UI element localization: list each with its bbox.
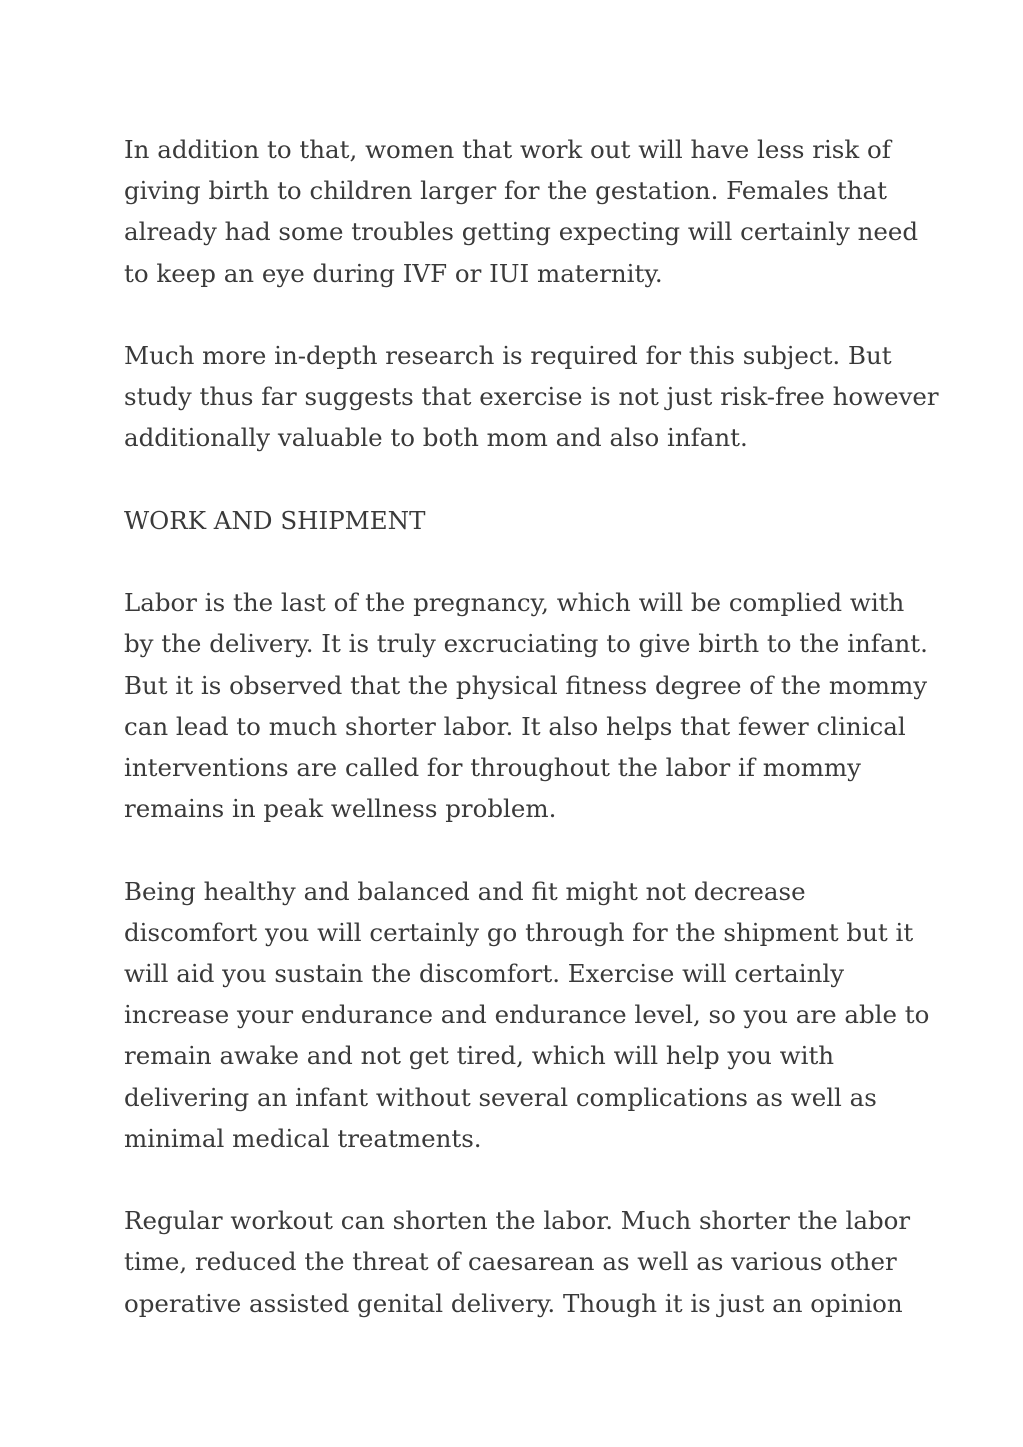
text-line: operative assisted genital delivery. Though it is just an opinion — [124, 1288, 903, 1318]
text-line: already had some troubles getting expecting will certainly need — [124, 217, 919, 247]
document-body — [124, 129, 939, 1365]
section-heading: WORK AND SHIPMENT — [124, 505, 426, 535]
paragraph-3 — [124, 582, 928, 829]
paragraph-1 — [124, 129, 919, 294]
text-line: time, reduced the threat of caesarean as well as various other — [124, 1247, 897, 1277]
text-line: remains in peak wellness problem. — [124, 794, 557, 824]
text-line: can lead to much shorter labor. It also helps that fewer clinical — [124, 711, 906, 741]
text-line: to keep an eye during IVF or IUI maternity. — [124, 258, 663, 288]
text-line: will aid you sustain the discomfort. Exercise will certainly — [124, 959, 845, 988]
text-line: discomfort you will certainly go through for the shipment but it — [124, 917, 914, 947]
text-line: increase your endurance and endurance level, so you are able to — [124, 1000, 930, 1030]
text-line: by the delivery. It is truly excruciating to give birth to the infant. — [124, 629, 928, 659]
text-line: minimal medical treatments. — [124, 1123, 482, 1153]
text-line: But it is observed that the physical fitness degree of the mommy — [124, 670, 928, 700]
paragraph-4 — [124, 871, 930, 1159]
text-line: Much more in-depth research is required for this subject. But — [124, 341, 892, 370]
text-line: Being healthy and balanced and fit might not decrease — [124, 876, 806, 906]
text-line: additionally valuable to both mom and also infant. — [124, 423, 748, 453]
text-line: remain awake and not get tired, which will help you with — [124, 1041, 835, 1071]
paragraph-2 — [124, 335, 939, 459]
paragraph-5 — [124, 1200, 914, 1324]
text-line: study thus far suggests that exercise is not just risk-free however — [124, 382, 939, 412]
text-line: Regular workout can shorten the labor. Much shorter the labor — [124, 1206, 911, 1236]
text-line: interventions are called for throughout the labor if mommy — [124, 753, 862, 782]
text-line: In addition to that, women that work out will have less risk of — [124, 135, 891, 164]
text-line: Labor is the last of the pregnancy, which will be complied with — [124, 588, 905, 618]
text-line: delivering an infant without several complications as well as — [124, 1082, 877, 1112]
text-line: giving birth to children larger for the gestation. Females that — [124, 176, 887, 206]
